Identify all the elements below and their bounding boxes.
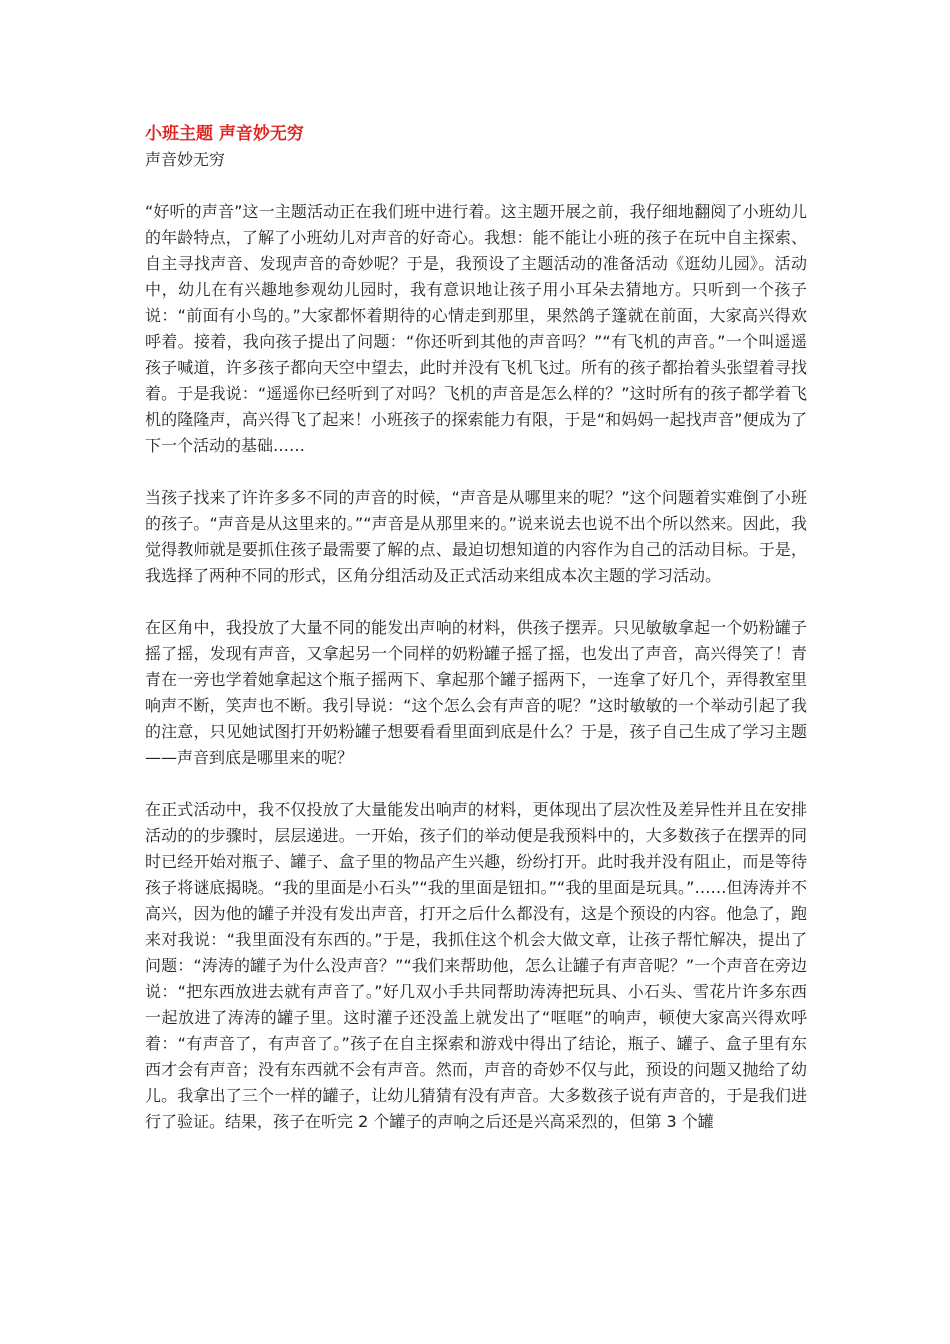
document-subtitle: 声音妙无穷 — [145, 150, 226, 169]
paragraph-4: 在正式活动中，我不仅投放了大量能发出响声的材料，更体现出了层次性及差异性并且在安排活动的的步骤时，层层递进。一开始，孩子们的举动便是我预料中的，大多数孩子在摆弄的同时已经开始对瓶子、罐子、盒子里的物品产生兴趣，纷纷打开。此时我并没有阻止，而是等待孩子将谜底揭晓。“我的里面是小石头”“我的里面是钮扣。”“我的里面是玩具。”……但涛涛并不高兴，因为他的罐子并没有发出声音，打开之后什么都没有，这是个预设的内容。他急了，跑来对我说：“我里面没有东西的。”于是，我抓住这个机会大做文章，让孩子帮忙解决，提出了问题：“涛涛的罐子为什么没声音？”“我们来帮助他，怎么让罐子有声音呢？”一个声音在旁边说：“把东西放进去就有声音了。”好几双小手共同帮助涛涛把玩具、小石头、雪花片许多东西一起放进了涛涛的罐子里。这时灌子还没盖上就发出了“哐哐”的响声，顿使大家高兴得欢呼着：“有声音了，有声音了。”孩子在自主探索和游戏中得出了结论，瓶子、罐子、盒子里有东西才会有声音；没有东西就不会有声音。然而，声音的奇妙不仅与此，预设的问题又抛给了幼儿。我拿出了三个一样的罐子，让幼儿猜猜有没有声音。大多数孩子说有声音的，于是我们进行了验证。结果，孩子在听完 2 个罐子的声响之后还是兴高采烈的，但第 3 个罐 — [145, 800, 807, 1131]
paragraph-1: “好听的声音”这一主题活动正在我们班中进行着。这主题开展之前，我仔细地翻阅了小班幼儿的年龄特点，了解了小班幼儿对声音的好奇心。我想：能不能让小班的孩子在玩中自主探索、自主寻找声音、发现声音的奇妙呢？于是，我预设了主题活动的准备活动《逛幼儿园》。活动中，幼儿在有兴趣地参观幼儿园时，我有意识地让孩子用小耳朵去猜地方。只听到一个孩子说：“前面有小鸟的。”大家都怀着期待的心情走到那里，果然鸽子篷就在前面，大家高兴得欢呼着。接着，我向孩子提出了问题：“你还听到其他的声音吗？”“有飞机的声音。”一个叫遥遥孩子喊道，许多孩子都向天空中望去，此时并没有飞机飞过。所有的孩子都抬着头张望着寻找着。于是我说：“遥遥你已经听到了对吗？飞机的声音是怎么样的？”这时所有的孩子都学着飞机的隆隆声，高兴得飞了起来！小班孩子的探索能力有限，于是“和妈妈一起找声音”便成为了下一个活动的基础…… — [145, 202, 807, 455]
document-title: 小班主题 声音妙无穷 — [145, 124, 304, 144]
paragraph-3: 在区角中，我投放了大量不同的能发出声响的材料，供孩子摆弄。只见敏敏拿起一个奶粉罐子摇了摇，发现有声音，又拿起另一个同样的奶粉罐子摇了摇，也发出了声音，高兴得笑了！青青在一旁也学着她拿起这个瓶子摇两下、拿起那个罐子摇两下，一连拿了好几个，弄得教室里响声不断，笑声也不断。我引导说：“这个怎么会有声音的呢？”这时敏敏的一个举动引起了我的注意，只见她试图打开奶粉罐子想要看看里面到底是什么？于是，孩子自己生成了学习主题——声音到底是哪里来的呢？ — [145, 618, 807, 767]
document-page — [145, 121, 807, 1161]
paragraph-2: 当孩子找来了许许多多不同的声音的时候，“声音是从哪里来的呢？”这个问题着实难倒了小班的孩子。“声音是从这里来的。”“声音是从那里来的。”说来说去也说不出个所以然来。因此，我觉得教师就是要抓住孩子最需要了解的点、最迫切想知道的内容作为自己的活动目标。于是，我选择了两种不同的形式，区角分组活动及正式活动来组成本次主题的学习活动。 — [145, 488, 807, 585]
